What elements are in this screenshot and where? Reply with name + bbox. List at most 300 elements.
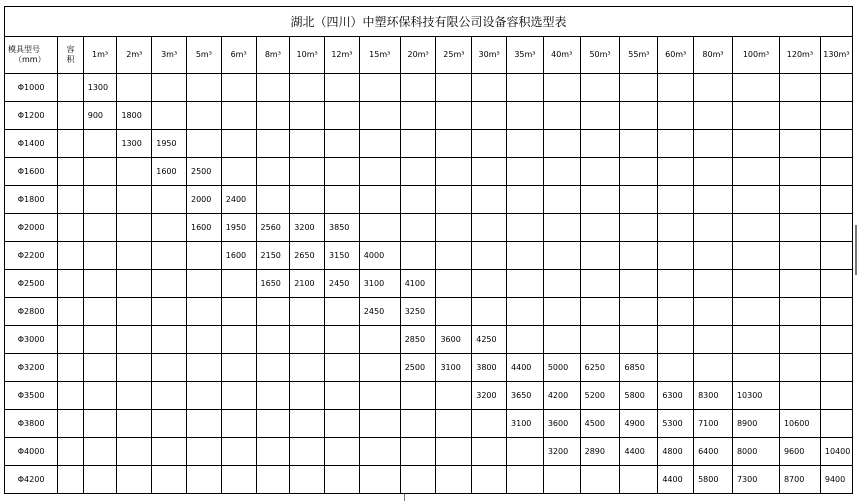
capacity-header: 10m³: [290, 37, 325, 74]
value-cell: [58, 270, 84, 298]
value-cell: [658, 74, 694, 102]
value-text: [544, 111, 548, 120]
model-cell: Φ1400: [5, 130, 58, 158]
value-text: 5300: [662, 418, 683, 428]
value-cell: [779, 158, 820, 186]
value-cell: [359, 186, 400, 214]
value-text: [58, 223, 62, 232]
value-cell: [658, 242, 694, 270]
value-text: [472, 307, 476, 316]
value-text: 4800: [662, 446, 683, 456]
value-cell: [290, 74, 325, 102]
value-text: [325, 475, 329, 484]
value-text: [84, 139, 88, 148]
value-cell: [58, 466, 84, 494]
value-text: 3600: [547, 418, 569, 428]
value-cell: [359, 298, 400, 326]
value-text: 6250: [584, 362, 605, 372]
value-text: [436, 307, 440, 316]
value-cell: [187, 438, 222, 466]
value-text: [152, 111, 156, 120]
value-text: [733, 251, 737, 260]
value-text: [507, 139, 511, 148]
value-text: [472, 83, 476, 92]
value-text: [117, 363, 121, 372]
value-text: [290, 195, 294, 204]
value-text: [401, 251, 405, 260]
value-cell: [325, 326, 360, 354]
value-text: [401, 447, 405, 456]
value-cell: [620, 270, 658, 298]
value-cell: [732, 270, 779, 298]
value-text: [152, 419, 156, 428]
value-cell: [472, 270, 507, 298]
value-text: [821, 195, 825, 204]
value-cell: [290, 270, 325, 298]
model-cell: Φ1200: [5, 102, 58, 130]
value-cell: [620, 130, 658, 158]
value-text: [472, 447, 476, 456]
value-cell: [580, 382, 620, 410]
value-text: 4250: [476, 334, 497, 344]
value-cell: [580, 466, 620, 494]
value-text: [620, 251, 624, 260]
value-text: 2400: [225, 194, 247, 204]
value-cell: [400, 74, 436, 102]
value-text: [152, 335, 156, 344]
value-text: [222, 419, 226, 428]
value-text: [780, 363, 784, 372]
value-text: [401, 111, 405, 120]
value-text: [117, 335, 121, 344]
value-text: [658, 307, 662, 316]
value-text: [58, 363, 62, 372]
value-cell: [359, 382, 400, 410]
value-text: 2500: [404, 362, 426, 372]
value-cell: [732, 130, 779, 158]
value-text: [658, 279, 662, 288]
value-cell: [580, 214, 620, 242]
value-text: 5800: [698, 474, 719, 484]
value-text: [187, 335, 191, 344]
value-cell: [117, 214, 152, 242]
value-text: 2450: [329, 278, 350, 288]
value-cell: [359, 466, 400, 494]
value-text: 4500: [584, 418, 605, 428]
value-cell: [820, 74, 852, 102]
capacity-header: 25m³: [436, 37, 472, 74]
value-text: [187, 83, 191, 92]
value-text: [401, 83, 405, 92]
value-text: [780, 251, 784, 260]
value-cell: [436, 102, 472, 130]
value-cell: [543, 298, 580, 326]
value-cell: [221, 242, 256, 270]
value-text: [694, 335, 698, 344]
value-text: [401, 475, 405, 484]
value-text: [733, 111, 737, 120]
value-cell: [779, 438, 820, 466]
value-text: [325, 195, 329, 204]
value-cell: [400, 382, 436, 410]
value-cell: [580, 326, 620, 354]
value-cell: [694, 186, 733, 214]
value-cell: [658, 382, 694, 410]
value-cell: [507, 74, 544, 102]
value-text: [507, 307, 511, 316]
value-text: [694, 279, 698, 288]
value-cell: [620, 74, 658, 102]
value-text: [821, 279, 825, 288]
table-row: [5, 242, 853, 270]
header-row: [5, 37, 853, 74]
value-text: [821, 391, 825, 400]
page-edge-mark: [404, 494, 405, 501]
value-cell: [694, 466, 733, 494]
value-text: 6850: [624, 362, 645, 372]
value-text: 1950: [225, 222, 247, 232]
capacity-header: 50m³: [580, 37, 620, 74]
value-cell: [472, 410, 507, 438]
value-cell: [732, 102, 779, 130]
value-cell: [152, 298, 187, 326]
value-cell: [543, 438, 580, 466]
model-header: [5, 37, 58, 74]
volume-header: [58, 37, 84, 74]
value-text: 2500: [191, 166, 212, 176]
value-cell: [83, 466, 117, 494]
value-cell: [58, 102, 84, 130]
value-cell: [543, 410, 580, 438]
value-text: [436, 391, 440, 400]
value-cell: [779, 298, 820, 326]
value-text: [581, 475, 585, 484]
value-text: 5200: [584, 390, 605, 400]
model-cell: Φ1600: [5, 158, 58, 186]
value-text: [658, 111, 662, 120]
value-text: [222, 83, 226, 92]
value-cell: [290, 326, 325, 354]
capacity-header: 60m³: [658, 37, 694, 74]
value-cell: [359, 130, 400, 158]
value-text: [325, 335, 329, 344]
value-cell: [359, 270, 400, 298]
value-cell: [507, 130, 544, 158]
value-cell: [290, 242, 325, 270]
value-cell: [820, 438, 852, 466]
value-cell: [58, 382, 84, 410]
value-text: [84, 419, 88, 428]
value-cell: [543, 214, 580, 242]
value-cell: [543, 270, 580, 298]
value-cell: [290, 354, 325, 382]
value-text: [821, 83, 825, 92]
value-cell: [400, 130, 436, 158]
value-cell: [290, 186, 325, 214]
value-cell: [472, 438, 507, 466]
value-text: [472, 111, 476, 120]
value-text: [222, 167, 226, 176]
value-text: 10300: [736, 390, 763, 400]
value-cell: [117, 298, 152, 326]
value-cell: [400, 186, 436, 214]
value-text: 4400: [662, 474, 683, 484]
value-text: [658, 195, 662, 204]
value-cell: [580, 298, 620, 326]
value-cell: [732, 298, 779, 326]
value-cell: [507, 158, 544, 186]
value-cell: [658, 270, 694, 298]
model-cell: Φ4000: [5, 438, 58, 466]
value-text: [325, 139, 329, 148]
value-cell: [820, 410, 852, 438]
value-text: [581, 167, 585, 176]
value-text: [152, 475, 156, 484]
value-cell: [436, 354, 472, 382]
model-cell: Φ2200: [5, 242, 58, 270]
value-cell: [221, 410, 256, 438]
value-cell: [472, 298, 507, 326]
value-cell: [732, 158, 779, 186]
value-text: [472, 195, 476, 204]
value-cell: [83, 214, 117, 242]
value-cell: [256, 74, 290, 102]
value-cell: [83, 270, 117, 298]
value-text: [222, 335, 226, 344]
value-text: [257, 447, 261, 456]
value-text: [780, 111, 784, 120]
value-cell: [83, 186, 117, 214]
volume-header-line2: 积: [66, 55, 75, 64]
value-text: 4100: [404, 278, 426, 288]
value-cell: [152, 102, 187, 130]
value-cell: [359, 102, 400, 130]
value-cell: [83, 382, 117, 410]
value-cell: [152, 466, 187, 494]
table-row: [5, 326, 853, 354]
value-cell: [400, 242, 436, 270]
value-text: 4000: [363, 250, 385, 260]
value-cell: [359, 242, 400, 270]
value-text: [84, 475, 88, 484]
value-text: [360, 447, 364, 456]
value-cell: [187, 298, 222, 326]
value-text: [507, 83, 511, 92]
value-text: [187, 363, 191, 372]
value-text: 2150: [260, 250, 281, 260]
value-text: [658, 83, 662, 92]
value-cell: [472, 354, 507, 382]
value-text: [290, 363, 294, 372]
value-text: [733, 223, 737, 232]
table-row: [5, 74, 853, 102]
value-text: [117, 475, 121, 484]
value-text: [84, 391, 88, 400]
value-cell: [325, 102, 360, 130]
value-cell: [117, 410, 152, 438]
value-cell: [658, 130, 694, 158]
value-cell: [620, 298, 658, 326]
value-cell: [472, 130, 507, 158]
table-row: [5, 214, 853, 242]
value-cell: [58, 130, 84, 158]
table-title: 湖北（四川）中塑环保科技有限公司设备容积选型表: [5, 7, 853, 37]
value-text: [187, 139, 191, 148]
value-text: [325, 307, 329, 316]
capacity-header: 80m³: [694, 37, 733, 74]
value-text: [187, 475, 191, 484]
value-cell: [152, 158, 187, 186]
value-text: 3100: [363, 278, 385, 288]
value-cell: [359, 158, 400, 186]
table-row: [5, 102, 853, 130]
value-text: 3250: [404, 306, 426, 316]
value-cell: [325, 186, 360, 214]
value-text: [694, 195, 698, 204]
value-text: [620, 167, 624, 176]
value-text: 1300: [121, 138, 142, 148]
value-cell: [400, 326, 436, 354]
value-text: 5000: [547, 362, 569, 372]
value-text: [117, 307, 121, 316]
value-cell: [325, 130, 360, 158]
value-cell: [779, 74, 820, 102]
value-text: [694, 251, 698, 260]
value-cell: [58, 158, 84, 186]
table-row: [5, 270, 853, 298]
value-cell: [117, 270, 152, 298]
value-cell: [620, 326, 658, 354]
value-cell: [58, 214, 84, 242]
value-text: [257, 139, 261, 148]
value-text: [290, 447, 294, 456]
table-row: [5, 298, 853, 326]
value-cell: [187, 382, 222, 410]
value-text: [780, 391, 784, 400]
value-cell: [117, 466, 152, 494]
value-cell: [436, 270, 472, 298]
value-cell: [732, 214, 779, 242]
value-cell: [152, 382, 187, 410]
value-text: [780, 83, 784, 92]
value-text: [152, 195, 156, 204]
value-cell: [325, 158, 360, 186]
model-cell: Φ3200: [5, 354, 58, 382]
table-row: [5, 158, 853, 186]
value-cell: [820, 214, 852, 242]
value-cell: [658, 354, 694, 382]
value-text: [620, 223, 624, 232]
model-cell: Φ3800: [5, 410, 58, 438]
value-cell: [694, 130, 733, 158]
value-cell: [580, 354, 620, 382]
value-cell: [820, 102, 852, 130]
table-row: [5, 186, 853, 214]
value-text: [733, 279, 737, 288]
value-cell: [436, 242, 472, 270]
value-cell: [117, 242, 152, 270]
value-cell: [543, 326, 580, 354]
value-text: [222, 307, 226, 316]
value-cell: [83, 438, 117, 466]
value-text: [58, 139, 62, 148]
value-cell: [580, 102, 620, 130]
value-cell: [117, 326, 152, 354]
value-cell: [221, 102, 256, 130]
value-cell: [256, 214, 290, 242]
value-text: [257, 475, 261, 484]
value-text: [187, 111, 191, 120]
value-cell: [732, 326, 779, 354]
value-text: [620, 279, 624, 288]
value-cell: [507, 298, 544, 326]
value-cell: [658, 214, 694, 242]
value-cell: [732, 410, 779, 438]
value-cell: [543, 158, 580, 186]
value-text: [58, 447, 62, 456]
value-text: [187, 447, 191, 456]
value-text: [117, 195, 121, 204]
capacity-header: 35m³: [507, 37, 544, 74]
value-text: 4400: [511, 362, 532, 372]
value-cell: [117, 382, 152, 410]
value-text: [620, 139, 624, 148]
model-cell: Φ2000: [5, 214, 58, 242]
value-cell: [779, 410, 820, 438]
value-cell: [58, 354, 84, 382]
value-cell: [400, 158, 436, 186]
value-cell: [187, 326, 222, 354]
value-text: [507, 223, 511, 232]
value-text: [694, 363, 698, 372]
value-text: [436, 167, 440, 176]
value-text: [360, 195, 364, 204]
value-cell: [325, 214, 360, 242]
value-text: [117, 83, 121, 92]
value-cell: [580, 186, 620, 214]
value-text: [733, 195, 737, 204]
value-cell: [187, 466, 222, 494]
value-cell: [779, 242, 820, 270]
value-cell: [325, 242, 360, 270]
value-cell: [507, 242, 544, 270]
value-text: [84, 363, 88, 372]
value-text: [436, 111, 440, 120]
value-text: [401, 139, 405, 148]
value-cell: [117, 102, 152, 130]
value-text: [507, 111, 511, 120]
value-cell: [820, 354, 852, 382]
value-cell: [58, 298, 84, 326]
value-text: [360, 419, 364, 428]
value-cell: [694, 74, 733, 102]
value-cell: [779, 354, 820, 382]
value-text: 1600: [156, 166, 177, 176]
value-text: [436, 447, 440, 456]
value-text: [658, 363, 662, 372]
value-text: [187, 307, 191, 316]
value-cell: [732, 438, 779, 466]
value-text: [694, 167, 698, 176]
page-edge-mark: [855, 225, 857, 275]
value-text: 2450: [363, 306, 385, 316]
value-cell: [325, 270, 360, 298]
value-cell: [436, 130, 472, 158]
value-cell: [507, 186, 544, 214]
value-text: 8900: [736, 418, 758, 428]
value-text: [360, 363, 364, 372]
value-cell: [325, 354, 360, 382]
